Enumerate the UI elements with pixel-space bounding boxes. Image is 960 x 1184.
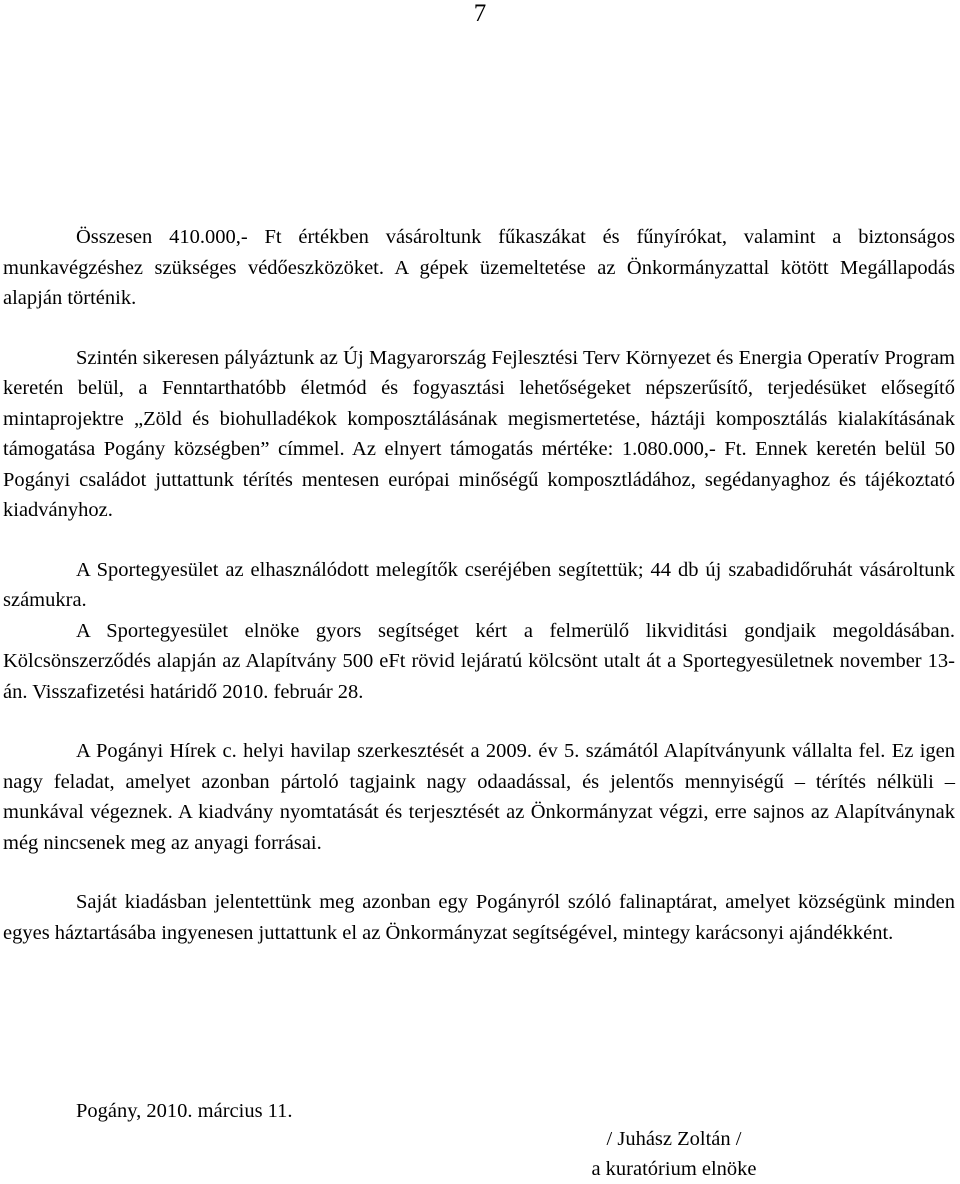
paragraph-local-newspaper: A Pogányi Hírek c. helyi havilap szerkesztését a 2009. év 5. számától Alapítványunk vállalta fel. Ez igen nagy feladat, amelyet azonban pártoló tagjaink nagy odaadással, és jelentős mennyiségű – térítés nélküli – munkával végeznek. A kiadvány nyomtatását és terjesztését az Önkormányzat végzi, erre sajnos az Alapítványnak még nincsenek meg az anyagi forrásai. bbox=[3, 740, 955, 854]
paragraph-composting-grant: Szintén sikeresen pályáztunk az Új Magyarország Fejlesztési Terv Környezet és Energia Operatív Program keretén belül, a Fenntarthatóbb életmód és fogyasztási lehetőségeket népszerűsítő, terjedésüket elősegítő mintaprojektre „Zöld és biohulladékok komposztálásának megismertetése, háztáji komposztálás kialakításának támogatása Pogány községben” címmel. Az elnyert támogatás mértéke: 1.080.000,- Ft. Ennek keretén belül 50 Pogányi családot juttattunk térítés mentesen európai minőségű komposztládához, segédanyaghoz és tájékoztató kiadványhoz. bbox=[3, 346, 955, 521]
paragraph-sports-tracksuits: A Sportegyesület az elhasználódott melegítők cseréjében segítettük; 44 db új szabadidőruhát vásároltunk számukra. bbox=[3, 558, 955, 611]
paragraph-equipment-purchase: Összesen 410.000,- Ft értékben vásároltunk fűkaszákat és fűnyírókat, valamint a biztonságos munkavégzéshez szükséges védőeszközöket. A gépek üzemeltetése az Önkormányzattal kötött Megállapodás alapján történik. bbox=[3, 226, 955, 309]
signatory-name: / Juhász Zoltán / bbox=[606, 1128, 742, 1150]
signature-block bbox=[560, 1124, 788, 1184]
document-body bbox=[3, 222, 955, 948]
paragraph-wall-calendar: Saját kiadásban jelentettünk meg azonban egy Pogányról szóló falinaptárat, amelyet községünk minden egyes háztartásába ingyenesen juttattunk el az Önkormányzat segítségével, mintegy karácsonyi ajándékként. bbox=[3, 891, 955, 944]
paragraph-sports-loan: A Sportegyesület elnöke gyors segítséget kért a felmerülő likviditási gondjaik megoldásában. Kölcsönszerződés alapján az Alapítvány 500 eFt rövid lejáratú kölcsönt utalt át a Sportegyesületnek november 13-án. Visszafizetési határidő 2010. február 28. bbox=[3, 619, 955, 703]
place-and-date: Pogány, 2010. március 11. bbox=[76, 1100, 293, 1122]
signatory-title: a kuratórium elnöke bbox=[591, 1158, 757, 1180]
page-number: 7 bbox=[473, 0, 487, 27]
